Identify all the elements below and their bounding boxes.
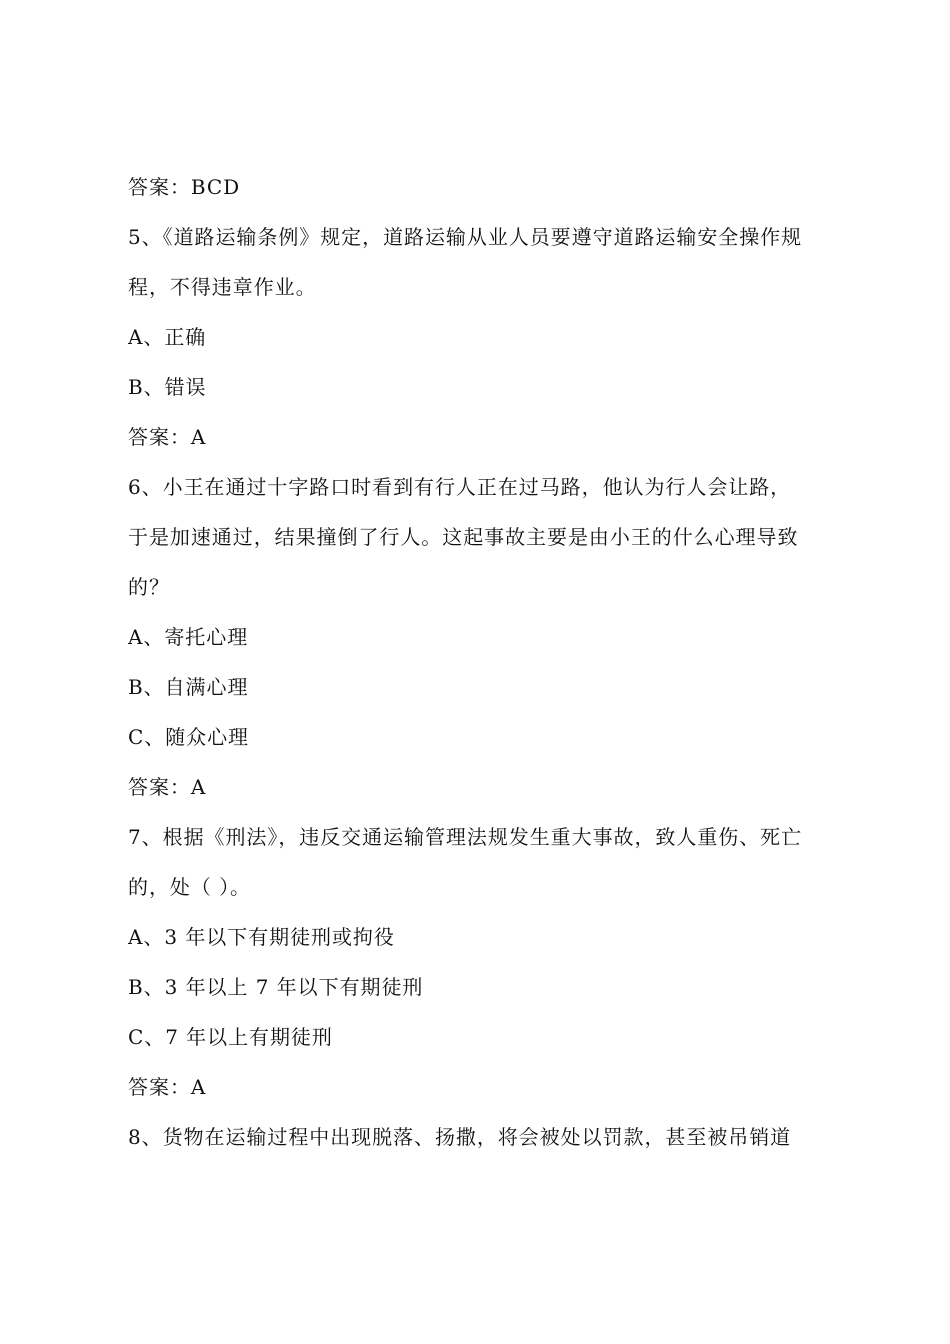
option-a: A、寄托心理: [128, 625, 249, 649]
answer-line: 答案：A: [128, 775, 207, 799]
question-8-line-1: 8、货物在运输过程中出现脱落、扬撒，将会被处以罚款，甚至被吊销道: [128, 1125, 792, 1149]
question-5-line-1: 5、《道路运输条例》规定，道路运输从业人员要遵守道路运输安全操作规: [128, 225, 803, 249]
option-a: A、正确: [128, 325, 207, 349]
question-6-line-3: 的？: [128, 575, 170, 599]
option-b: B、3 年以上 7 年以下有期徒刑: [128, 975, 424, 999]
question-6-line-1: 6、小王在通过十字路口时看到有行人正在过马路，他认为行人会让路，: [128, 475, 792, 499]
answer-line: 答案：A: [128, 1075, 207, 1099]
answer-line: 答案：BCD: [128, 175, 241, 199]
option-c: C、7 年以上有期徒刑: [128, 1025, 333, 1049]
option-a: A、3 年以下有期徒刑或拘役: [128, 925, 395, 949]
question-6-line-2: 于是加速通过，结果撞倒了行人。这起事故主要是由小王的什么心理导致: [128, 525, 799, 549]
option-c: C、随众心理: [128, 725, 250, 749]
answer-line: 答案：A: [128, 425, 207, 449]
question-5-line-2: 程，不得违章作业。: [128, 275, 317, 299]
question-7-line-2: 的，处（ ）。: [128, 875, 252, 899]
option-b: B、自满心理: [128, 675, 249, 699]
question-7-line-1: 7、根据《刑法》，违反交通运输管理法规发生重大事故，致人重伤、死亡: [128, 825, 803, 849]
option-b: B、错误: [128, 375, 207, 399]
